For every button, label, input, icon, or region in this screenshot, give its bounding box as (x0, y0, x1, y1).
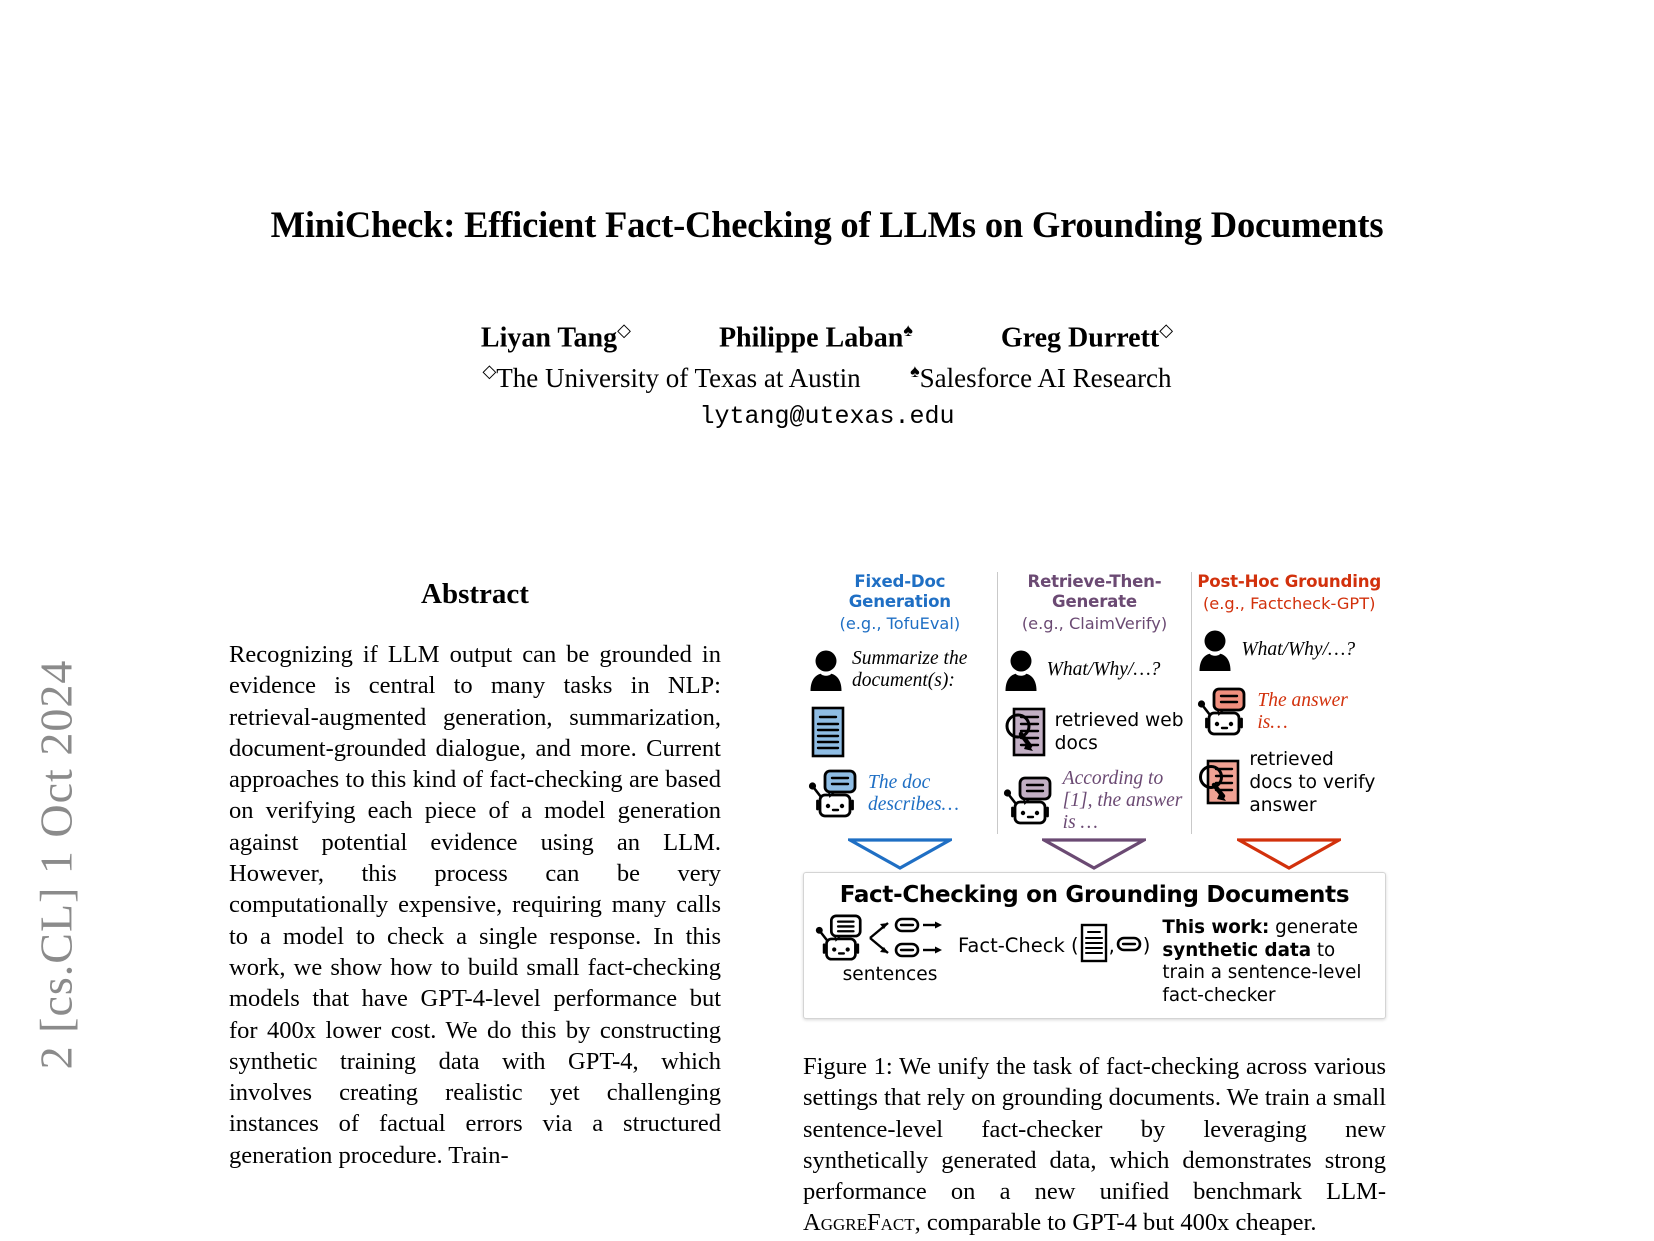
page-title: MiniCheck: Efficient Fact-Checking of LLMs on Grounding Documents (270, 204, 1384, 245)
contact-email[interactable]: lytang@utexas.edu (699, 402, 955, 432)
factcheck-formula-comma: , (1108, 934, 1115, 957)
pipeline-3-row-3-text: retrieved docs to verify answer (1249, 749, 1376, 816)
factcheck-formula-head: Fact-Check ( (958, 934, 1079, 957)
search-document-purple-icon (1002, 706, 1048, 758)
document-blue-icon (807, 706, 849, 758)
pipeline-2-subtitle: (e.g., ClaimVerify) (1021, 614, 1168, 633)
pipeline-2-row-3 (1002, 768, 1188, 834)
pipeline-3-title: Post-Hoc Grounding (1197, 572, 1381, 591)
split-arrows-icon (868, 916, 892, 964)
arrow-row (803, 838, 1386, 870)
factcheck-box-content (814, 914, 1375, 1007)
factcheck-box (803, 872, 1386, 1019)
abstract-heading: Abstract (421, 578, 529, 610)
author-1-mark: ◇ (617, 320, 631, 340)
pipeline-1-row-3-text: The doc describes… (868, 772, 959, 815)
authors-row (0, 320, 1654, 354)
robot-mono-icon (814, 913, 866, 967)
arrow-cell-1 (803, 838, 997, 870)
down-arrow-blue-icon (848, 838, 952, 870)
person-icon (1002, 649, 1040, 691)
author-2 (719, 320, 913, 354)
this-work-label: This work: (1162, 917, 1270, 938)
figure-column (803, 572, 1386, 1239)
pipeline-3-row-3 (1196, 748, 1382, 817)
pipeline-2-row-1-text: What/Why/…? (1046, 659, 1161, 680)
figure-caption (803, 1051, 1386, 1239)
pipeline-1-row-3 (807, 768, 993, 820)
this-work-note (1156, 914, 1375, 1007)
pipeline-1-row-2 (807, 706, 993, 758)
right-arrows-icon (922, 916, 944, 964)
pipeline-3-row-2 (1196, 686, 1382, 738)
robot-purple-icon (1002, 776, 1056, 826)
robot-red-icon (1196, 687, 1250, 737)
this-work-text-1: generate (1269, 917, 1358, 938)
affiliation-1-name: The University of Texas at Austin (496, 363, 861, 394)
person-icon (807, 649, 845, 691)
factcheck-left (814, 914, 952, 985)
affiliation-2-name: Salesforce AI Research (919, 363, 1172, 394)
factcheck-formula-tail: ) (1142, 934, 1151, 957)
pipeline-2-row-2 (1002, 706, 1188, 758)
factcheck-left-icons (814, 914, 952, 966)
author-1-name: Liyan Tang (480, 322, 618, 354)
pipeline-3-row-2-text: The answer is… (1257, 690, 1348, 733)
author-3-name: Greg Durrett (1000, 322, 1160, 354)
sentences-label: sentences (842, 964, 938, 985)
pipeline-3-row-1-text: What/Why/…? (1241, 639, 1356, 660)
pipeline-1-row-1 (807, 644, 993, 696)
document-mono-icon (1079, 923, 1109, 968)
figure-caption-tail: , comparable to GPT-4 but 400x cheaper. (914, 1209, 1317, 1237)
pipeline-2-title: Retrieve-Then-Generate (1027, 572, 1162, 611)
factcheck-formula (958, 914, 1150, 968)
title-block (0, 0, 1654, 431)
arrow-cell-3 (1192, 838, 1386, 870)
pipeline-fixed-doc-generation (803, 572, 997, 834)
synthetic-data-label: synthetic data (1162, 939, 1312, 961)
pipeline-3-subtitle: (e.g., Factcheck-GPT) (1202, 594, 1376, 613)
pipeline-row (803, 572, 1386, 834)
search-document-red-icon (1196, 758, 1242, 808)
factcheck-box-title: Fact-Checking on Grounding Documents (839, 882, 1350, 908)
sentence-pills-icon (894, 916, 920, 964)
down-arrow-purple-icon (1042, 838, 1146, 870)
arrow-cell-2 (997, 838, 1191, 870)
sentence-pill-icon (1115, 934, 1143, 957)
abstract-body: Recognizing if LLM output can be grounded in evidence is central to many tasks in NLP: retrieval-augmented generation, summarization, document-grounded dialogue, and more. Current approaches to this kind of fact-checking are based on verifying each piece of a model generation against potential evidence using an LLM. However, this process can be very computationally expensive, requiring many calls to a model to check a single response. In this work, we show how to build small fact-checking models that have GPT-4-level performance but for 400x lower cost. We do this by constructing synthetic training data with GPT-4, which involves creating realistic yet challenging instances of factual errors via a structured generation procedure. Train- (229, 641, 721, 1169)
author-2-mark: ♠ (903, 320, 913, 340)
author-3-mark: ◇ (1159, 320, 1174, 340)
pipeline-2-row-1 (1002, 644, 1188, 696)
this-work-text-2: to train a sentence-level fact-checker (1162, 939, 1362, 1006)
affiliation-2-mark: ♠ (910, 361, 920, 382)
pipeline-1-row-1-text: Summarize the document(s): (852, 648, 968, 691)
pipeline-2-row-3-text: According to [1], the answer is … (1062, 768, 1183, 833)
pipeline-2-row-2-text: retrieved web docs (1054, 710, 1184, 754)
abstract-column (229, 578, 721, 1171)
pipeline-retrieve-then-generate (997, 572, 1192, 834)
pipeline-1-title: Fixed-Doc Generation (848, 572, 951, 611)
pipeline-3-row-1 (1196, 624, 1382, 676)
affiliations-row (0, 361, 1654, 394)
author-3 (1001, 320, 1173, 354)
robot-blue-icon (807, 769, 861, 819)
pipeline-post-hoc-grounding (1191, 572, 1386, 834)
pipeline-1-subtitle: (e.g., TofuEval) (839, 614, 961, 633)
affiliation-1-mark: ◇ (482, 361, 497, 382)
person-icon (1196, 629, 1234, 671)
figure-caption-main: Figure 1: We unify the task of fact-checking across various settings that rely on grounding documents. We train a small sentence-level fact-checker by leveraging new synthetically generated data, which demonstrates strong performance on a new unified benchmark LLM- (803, 1053, 1386, 1206)
arxiv-stamp: 2 [cs.CL] 1 Oct 2024 (30, 659, 82, 1070)
figure-caption-benchmark: AggreFact (803, 1209, 915, 1237)
author-2-name: Philippe Laban (718, 322, 904, 354)
author-1 (481, 320, 631, 354)
down-arrow-red-icon (1237, 838, 1341, 870)
